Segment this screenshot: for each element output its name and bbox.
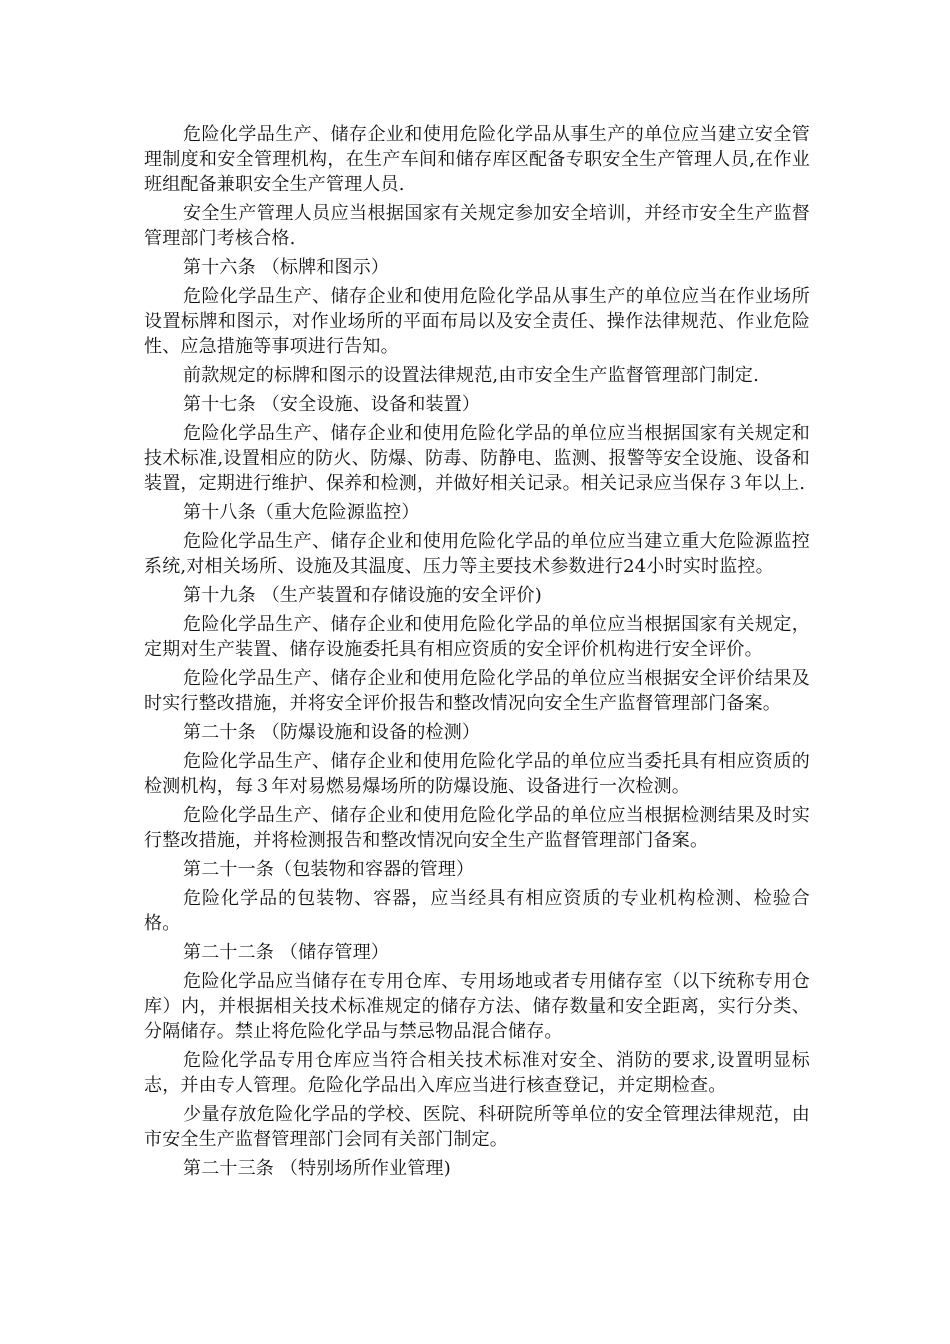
article-heading: 第十七条 （安全设施、设备和装置）	[183, 394, 481, 415]
paragraph: 危险化学品生产、储存企业和使用危险化学品的单位应当根据安全评价结果及时实行整改措施，并将安全评价报告和整改情况向安全生产监督管理部门备案。	[144, 668, 810, 714]
paragraph: 危险化学品的包装物、容器，应当经具有相应资质的专业机构检测、检验合格。	[144, 888, 810, 934]
paragraph: 少量存放危险化学品的学校、医院、科研院所等单位的安全管理法律规范，由市安全生产监督管理部门会同有关部门制定。	[144, 1104, 810, 1150]
document-body	[144, 122, 810, 1185]
paragraph: 前款规定的标牌和图示的设置法律规范,由市安全生产监督管理部门制定.	[183, 365, 760, 386]
article-heading: 第二十一条（包装物和容器的管理）	[183, 859, 475, 880]
article-heading: 第二十条 （防爆设施和设备的检测）	[183, 722, 481, 743]
paragraph: 危险化学品专用仓库应当符合相关技术标准对安全、消防的要求,设置明显标志，并由专人管理。危险化学品出入库应当进行核查登记，并定期检查。	[144, 1050, 810, 1096]
paragraph: 危险化学品生产、储存企业和使用危险化学品的单位应当委托具有相应资质的检测机构，每３年对易燃易爆场所的防爆设施、设备进行一次检测。	[144, 751, 810, 797]
paragraph: 危险化学品生产、储存企业和使用危险化学品的单位应当根据国家有关规定，定期对生产装置、储存设施委托具有相应资质的安全评价机构进行安全评价。	[144, 614, 810, 660]
paragraph: 危险化学品生产、储存企业和使用危险化学品从事生产的单位应当建立安全管理制度和安全管理机构，在生产车间和储存库区配备专职安全生产管理人员,在作业班组配备兼职安全生产管理人员.	[144, 124, 810, 195]
paragraph: 危险化学品生产、储存企业和使用危险化学品的单位应当根据国家有关规定和技术标准,设置相应的防火、防爆、防毒、防静电、监测、报警等安全设施、设备和装置，定期进行维护、保养和检测，并做好相关记录。相关记录应当保存３年以上.	[144, 423, 810, 494]
article-heading: 第十九条 （生产装置和存储设施的安全评价)	[183, 585, 542, 606]
paragraph: 危险化学品生产、储存企业和使用危险化学品从事生产的单位应当在作业场所设置标牌和图示，对作业场所的平面布局以及安全责任、操作法律规范、作业危险性、应急措施等事项进行告知。	[144, 286, 810, 357]
paragraph: 安全生产管理人员应当根据国家有关规定参加安全培训，并经市安全生产监督管理部门考核合格.	[144, 203, 810, 249]
article-heading: 第二十二条 （储存管理）	[183, 942, 390, 963]
paragraph: 危险化学品生产、储存企业和使用危险化学品的单位应当建立重大危险源监控系统,对相关场所、设施及其温度、压力等主要技术参数进行24小时实时监控。	[144, 531, 810, 577]
paragraph: 危险化学品生产、储存企业和使用危险化学品的单位应当根据检测结果及时实行整改措施，并将检测报告和整改情况向安全生产监督管理部门备案。	[144, 805, 810, 851]
article-heading: 第二十三条 （特别场所作业管理)	[183, 1158, 451, 1179]
paragraph: 危险化学品应当储存在专用仓库、专用场地或者专用储存室（以下统称专用仓库）内，并根据相关技术标准规定的储存方法、储存数量和安全距离，实行分类、分隔储存。禁止将危险化学品与禁忌物品混合储存。	[144, 971, 810, 1042]
article-heading: 第十六条 （标牌和图示）	[183, 257, 390, 278]
article-heading: 第十八条（重大危险源监控）	[183, 502, 420, 523]
